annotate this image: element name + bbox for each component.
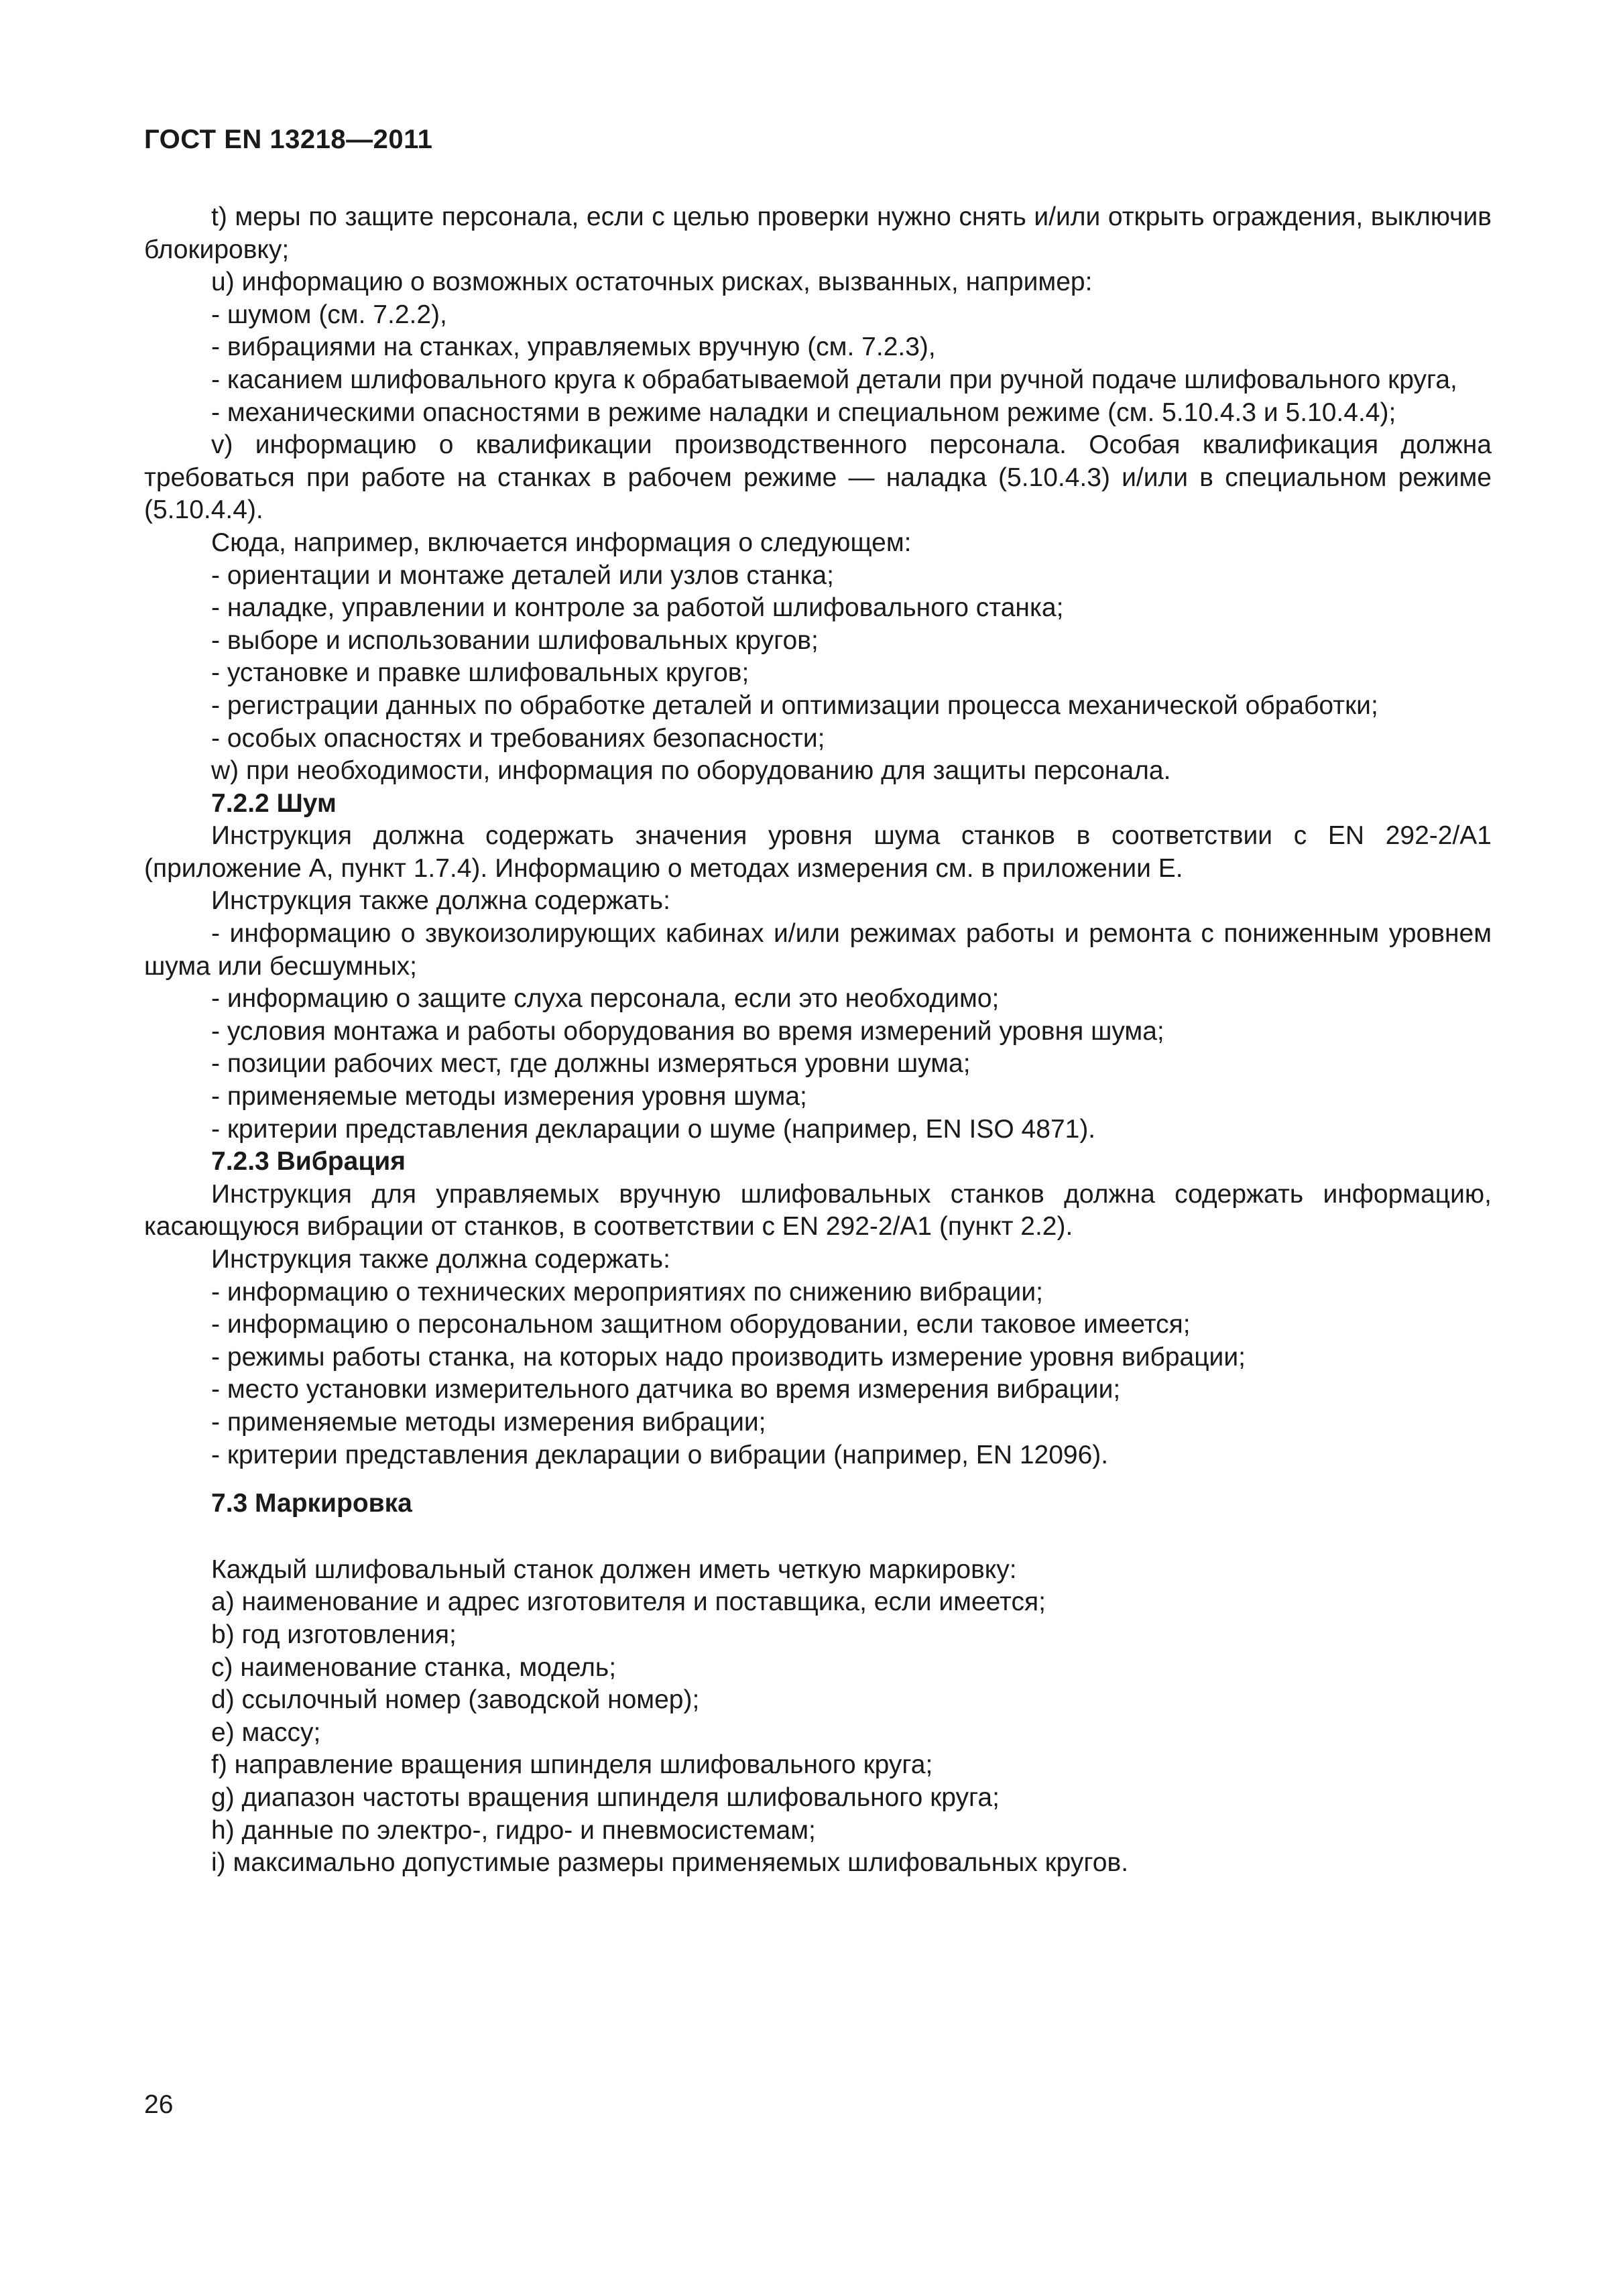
section-7-3-list (144, 1586, 1492, 1879)
item-v-intro: Сюда, например, включается информация о следующем: (211, 528, 912, 557)
list-item: - информацию о персональном защитном оборудовании, если таковое имеется; (211, 1310, 1191, 1339)
list-item: - установке и правке шлифовальных кругов; (211, 658, 749, 688)
section-7-2-3-intro: Инструкция также должна содержать: (211, 1245, 670, 1274)
document-code-header: ГОСТ EN 13218—2011 (144, 125, 433, 154)
list-item: e) массу; (211, 1717, 321, 1747)
section-7-2-3-heading: 7.2.3 Вибрация (211, 1147, 406, 1176)
list-item: a) наименование и адрес изготовителя и поставщика, если имеется; (211, 1587, 1046, 1617)
list-item: d) ссылочный номер (заводской номер); (211, 1685, 700, 1715)
list-item: - позиции рабочих мест, где должны измеряться уровни шума; (211, 1049, 971, 1079)
item-u-list (144, 299, 1492, 429)
list-item: c) наименование станка, модель; (211, 1652, 617, 1682)
section-7-2-2-paragraph: Инструкция должна содержать значения уровня шума станков в соответствии с EN 292-2/A1 (приложение А, пункт 1.7.4). Информацию о методах измерения см. в приложении Е. (144, 821, 1492, 883)
list-item: - критерии представления декларации о шуме (например, EN ISO 4871). (211, 1114, 1096, 1144)
section-7-2-2-heading: 7.2.2 Шум (211, 788, 337, 818)
section-7-2-3-paragraph: Инструкция для управляемых вручную шлифовальных станков должна содержать информацию, касающуюся вибрации от станков, в соответствии с EN 292-2/A1 (пункт 2.2). (144, 1179, 1492, 1242)
list-item: h) данные по электро-, гидро- и пневмосистемам; (211, 1815, 816, 1845)
list-item: g) диапазон частоты вращения шпинделя шлифовального круга; (211, 1783, 1000, 1812)
item-w-paragraph: w) при необходимости, информация по оборудованию для защиты персонала. (211, 756, 1171, 786)
list-item: - касанием шлифовального круга к обрабатываемой детали при ручной подаче шлифовального круга, (211, 365, 1457, 394)
section-7-2-2-intro: Инструкция также должна содержать: (211, 886, 670, 916)
list-item: - наладке, управлении и контроле за работой шлифовального станка; (211, 593, 1064, 623)
list-item: - информацию о защите слуха персонала, если это необходимо; (211, 984, 1000, 1014)
list-item: b) год изготовления; (211, 1620, 457, 1649)
list-item: - выборе и использовании шлифовальных кругов; (211, 625, 819, 655)
section-7-3-heading: 7.3 Маркировка (211, 1489, 412, 1518)
list-item: - регистрации данных по обработке деталей и оптимизации процесса механической обработки; (211, 690, 1378, 720)
list-item: f) направление вращения шпинделя шлифовального круга; (211, 1750, 933, 1780)
list-item: - место установки измерительного датчика во время измерения вибрации; (211, 1375, 1121, 1404)
list-item: - ориентации и монтаже деталей или узлов станка; (211, 560, 834, 590)
item-t-paragraph: t) меры по защите персонала, если с целью проверки нужно снять и/или открыть ограждения, выключив блокировку; (144, 202, 1492, 264)
list-item: - применяемые методы измерения уровня шума; (211, 1082, 807, 1111)
section-7-2-3-list (144, 1276, 1492, 1472)
list-item: - информацию о звукоизолирующих кабинах и/или режимах работы и ремонта с пониженным уровнем шума или бесшумных; (144, 919, 1492, 981)
document-body (144, 201, 1492, 1880)
list-item: i) максимально допустимые размеры применяемых шлифовальных кругов. (211, 1848, 1129, 1878)
item-v-list (144, 560, 1492, 756)
list-item: - особых опасностях и требованиях безопасности; (211, 723, 825, 753)
item-v-paragraph: v) информацию о квалификации производственного персонала. Особая квалификация должна требоваться при работе на станках в рабочем режиме — наладка (5.10.4.3) и/или в специальном режиме (5.10.4.4). (144, 430, 1492, 525)
list-item: - шумом (см. 7.2.2), (211, 300, 447, 329)
list-item: - условия монтажа и работы оборудования во время измерений уровня шума; (211, 1016, 1164, 1046)
list-item: - применяемые методы измерения вибрации; (211, 1407, 766, 1437)
page-number: 26 (144, 2090, 174, 2119)
section-7-3-intro: Каждый шлифовальный станок должен иметь четкую маркировку: (211, 1555, 1017, 1584)
list-item: - критерии представления декларации о вибрации (например, EN 12096). (211, 1440, 1109, 1469)
list-item: - вибрациями на станках, управляемых вручную (см. 7.2.3), (211, 333, 936, 362)
list-item: - механическими опасностями в режиме наладки и специальном режиме (см. 5.10.4.3 и 5.10.4.4); (211, 398, 1396, 427)
list-item: - информацию о технических мероприятиях по снижению вибрации; (211, 1277, 1043, 1307)
list-item: - режимы работы станка, на которых надо производить измерение уровня вибрации; (211, 1342, 1246, 1372)
section-7-2-2-list (144, 983, 1492, 1146)
item-u-paragraph: u) информацию о возможных остаточных рисках, вызванных, например: (211, 267, 1093, 297)
